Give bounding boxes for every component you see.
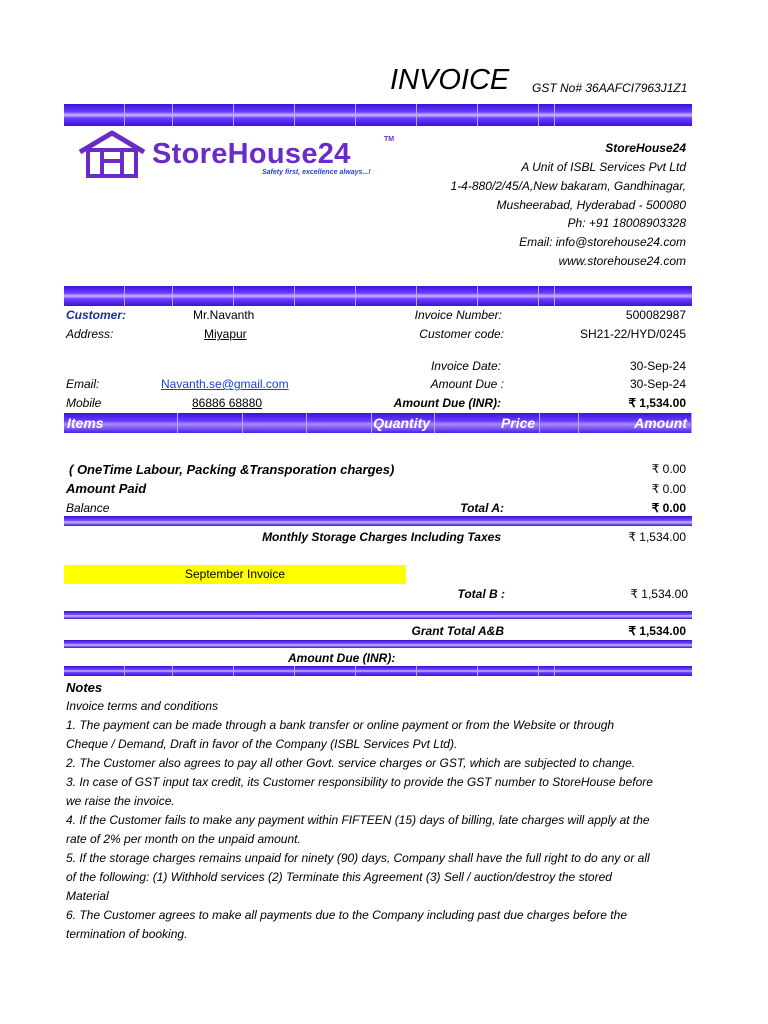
notes-line: termination of booking.	[66, 927, 188, 941]
september-invoice-label: September Invoice	[184, 567, 286, 581]
grand-total-value: ₹ 1,534.00	[628, 624, 686, 638]
amount-due-bottom-label: Amount Due (INR):	[288, 651, 396, 665]
notes-line: we raise the invoice.	[66, 794, 175, 808]
quantity-column-header: Quantity	[373, 415, 431, 431]
items-header	[64, 413, 692, 433]
customer-label: Customer:	[66, 308, 127, 322]
amount-due-inr-label: Amount Due (INR):	[393, 396, 501, 410]
invoice-date-label: Invoice Date:	[430, 359, 501, 373]
logo-tagline: Safety first, excellence always...!	[262, 169, 371, 176]
gst-number: GST No# 36AAFCI7963J1Z1	[532, 81, 688, 95]
customer-email-link[interactable]: Navanth.se@gmail.com	[161, 377, 289, 391]
company-unit: A Unit of ISBL Services Pvt Ltd	[521, 160, 686, 174]
house-icon	[78, 130, 146, 178]
notes-line: 3. In case of GST input tax credit, its Customer responsibility to provide the GST number to StoreHouse before	[66, 775, 653, 789]
grand-total-label: Grant Total A&B	[411, 624, 504, 638]
amount-paid-label: Amount Paid	[66, 481, 147, 496]
invoice-number: 500082987	[625, 308, 686, 322]
notes-heading: Notes	[66, 680, 103, 695]
logo-brand: StoreHouse24	[152, 138, 351, 170]
total-a-label: Total A:	[460, 501, 504, 515]
amount-column-header: Amount	[634, 415, 687, 431]
notes-line: Material	[66, 889, 109, 903]
invoice-number-label: Invoice Number:	[414, 308, 502, 322]
notes-line: 5. If the storage charges remains unpaid for ninety (90) days, Company shall have the full right to do any or all	[66, 851, 650, 865]
monthly-charges-value: ₹ 1,534.00	[628, 530, 686, 544]
customer-band	[64, 286, 692, 306]
notes-line: 1. The payment can be made through a bank transfer or online payment or from the Website or through	[66, 718, 615, 732]
grand-total-band-top	[64, 611, 692, 619]
total-b-value: ₹ 1,534.00	[630, 587, 688, 601]
amount-paid-value: ₹ 0.00	[651, 482, 686, 496]
customer-name: Mr.Navanth	[193, 308, 255, 322]
logo-tm: TM	[384, 136, 395, 143]
amount-due-inr: ₹ 1,534.00	[628, 396, 686, 410]
items-column-header: Items	[67, 415, 104, 431]
notes-section	[66, 678, 706, 944]
september-invoice-highlight	[64, 565, 406, 584]
notes-line: Cheque / Demand, Draft in favor of the Company (ISBL Services Pvt Ltd).	[66, 737, 458, 751]
notes-line: of the following: (1) Withhold services (2) Terminate this Agreement (3) Sell / auction/destroy the stored	[66, 870, 612, 884]
notes-line: rate of 2% per month on the unpaid amount.	[66, 832, 301, 846]
total-b-label: Total B :	[457, 587, 505, 601]
notes-line: 2. The Customer also agrees to pay all other Govt. service charges or GST, which are subjected to change.	[66, 756, 636, 770]
total-a-value: ₹ 0.00	[651, 501, 686, 515]
customer-code-label: Customer code:	[419, 327, 504, 341]
header-band	[64, 104, 692, 126]
invoice-title: INVOICE	[390, 64, 510, 96]
company-email: Email: info@storehouse24.com	[519, 235, 686, 249]
company-name: StoreHouse24	[605, 141, 686, 155]
onetime-charges-label: ( OneTime Labour, Packing &Transporation charges)	[69, 462, 395, 477]
price-column-header: Price	[500, 415, 536, 431]
footer-band	[64, 666, 692, 676]
customer-mobile: 86886 68880	[192, 396, 263, 410]
divider-band	[64, 516, 692, 526]
notes-line: Invoice terms and conditions	[66, 699, 219, 713]
customer-code: SH21-22/HYD/0245	[579, 327, 686, 341]
mobile-label: Mobile	[66, 396, 102, 410]
notes-line: 6. The Customer agrees to make all payments due to the Company including past due charges before the	[66, 908, 627, 922]
amount-due-label: Amount Due :	[430, 377, 504, 391]
company-phone: Ph: +91 18008903328	[567, 216, 686, 230]
address-label: Address:	[66, 327, 114, 341]
onetime-charges-value: ₹ 0.00	[651, 462, 686, 476]
company-address-1: 1-4-880/2/45/A,New bakaram, Gandhinagar,	[450, 179, 686, 193]
company-address-2: Musheerabad, Hyderabad - 500080	[496, 198, 686, 212]
invoice-date: 30-Sep-24	[629, 359, 686, 373]
grand-total-band-bottom	[64, 640, 692, 648]
balance-label: Balance	[66, 501, 110, 515]
monthly-charges-label: Monthly Storage Charges Including Taxes	[262, 530, 501, 544]
notes-line: 4. If the Customer fails to make any payment within FIFTEEN (15) days of billing, late charges will apply at the	[66, 813, 650, 827]
company-logo	[78, 128, 408, 188]
email-label: Email:	[66, 377, 100, 391]
customer-address: Miyapur	[204, 327, 247, 341]
company-website: www.storehouse24.com	[558, 254, 686, 268]
amount-due-date: 30-Sep-24	[629, 377, 686, 391]
